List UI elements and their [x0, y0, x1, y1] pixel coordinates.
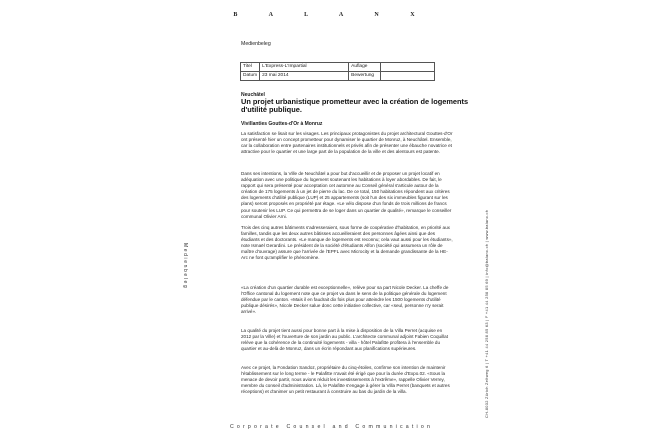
footer-tagline: Corporate Counsel and Communication [229, 424, 434, 430]
titel-value: L'Express-L'Impartial [260, 63, 349, 72]
article-paragraph: Trois des cinq autres bâtiments s'adresseraient, sous forme de coopérative d'habitation, en priorité aux familles, tandis que les deux autres bâtisses accueilleraient des personnes âgées ainsi que des étudiants et des doctorants. «Le manque de logements est reconnu; cela vaut aussi pour les étudiants», note Ismaël Gerardini. Le président de la société d'étudiants Alfon (société qui assumera un rôle de maître d'ouvrage) assure que l'arrivée de l'EPFL avec Microcity et la demande grandissante de la HE-Arc ne font qu'amplifier le phénomène. [241, 225, 453, 261]
titel-label: Titel [241, 63, 260, 72]
metadata-table [240, 62, 435, 81]
article-paragraph: La satisfaction se lisait sur les visages. Les principaux protagonistes du projet architectural Gouttes-d'Or ont présenté hier un concept prometteur pour dynamiser le quartier de Monruz, à Neuchâtel. Ensemble, car la collaboration entre partenaires institutionnels et privés afin de présenter une ébauche novatrice et attractive pour le quartier et une large part de la population de la ville et des alentours est patente. [241, 131, 453, 155]
article-headline: Un projet urbanistique prometteur avec la création de logements d'utilité publique. [241, 97, 469, 114]
datum-label: Datum [241, 71, 260, 80]
bewertung-label: Bewertung [349, 71, 381, 80]
article-paragraph: La qualité du projet tient aussi pour bonne part à la mise à disposition de la Villa Perret (acquise en 2012 par la Ville) et l'ouverture de son jardin au public. L'architecte communal adjoint Fabien Coquillat relève que la cohérence de la continuité logements - villa - hôtel Palafitte profitera à l'ensemble du quartier et au-delà de Monruz, dans un écrin répondant aux planifications supérieures. [241, 328, 448, 352]
auflage-label: Auflage [349, 63, 381, 72]
datum-value: 23 mai 2014 [260, 71, 349, 80]
article-place: Neuchâtel [241, 92, 265, 98]
vertical-medienbeleg-label: Medienbeleg [182, 243, 188, 290]
metadata-row [241, 71, 435, 80]
bewertung-value [381, 71, 435, 80]
metadata-row [241, 63, 435, 72]
auflage-value [381, 63, 435, 72]
contact-info-vertical: CH-8032 Zürich Zeltweg 6 | T +41 44 258 85 63 | F +41 44 258 85 69 | info@balanx.ch | www.balanx.ch [484, 209, 489, 418]
article-subhead: Vivillanties Gouttes-d'Or à Monruz [241, 121, 323, 127]
document-label: Medienbeleg [241, 41, 271, 47]
article-paragraph: «La création d'un quartier durable est exceptionnelle», relève pour sa part Nicole Decker. La cheffe de l'Office cantonal du logement note que ce projet va dans le sens de la politique générale du logement défendue par le canton. «Mais il en faudrait dix fois plus pour atteindre les 1500 logements d'utilité publique désirés», Nicole Decker salue donc cette initiative collective, car «seul, personne n'y serait arrivé». [241, 285, 449, 315]
article-paragraph: Dans ses intentions, la Ville de Neuchâtel a pour but d'accueillir et de proposer un projet locatif en adéquation avec une politique du logement soutenant les habitations à loyer abordables. De fait, le rapport qui sera présenté pour acceptation cet automne au Conseil général s'articule autour de la création de 175 logements à un jet de pierre du lac. De ce total, 150 habitations répondent aux critères des logements d'utilité publique (LUP) et 25 appartements (soit l'un des six immeubles figurant sur les plans) seront proposés en propriété par étage. «Le vélo dispose d'un fonds de trois millions de francs pour soutenir les LUP. Ce qui permettra de se loger dans un quartier de qualité», remarque le conseiller communal Olivier Arni. [241, 171, 452, 219]
article-paragraph: Avec ce projet, la Fondation Sandoz, propriétaire du cinq-étoiles, confirme son intention de maintenir l'établissement sur le long terme - le Palafitte n'avait été érigé que pour la durée d'Expo.02. «Sous la menace de devoir partir, nous avions réduit les investissements à l'extrême», rappelle Olivier Verrey, membre du conseil d'administration. Là, le Palafitte s'engage à gérer la Villa Perret (banquets et autres réceptions) et d'animer un petit restaurant à construire au bas du jardin de la villa. [241, 365, 450, 395]
brand-logo: B A L A N X [233, 12, 430, 18]
